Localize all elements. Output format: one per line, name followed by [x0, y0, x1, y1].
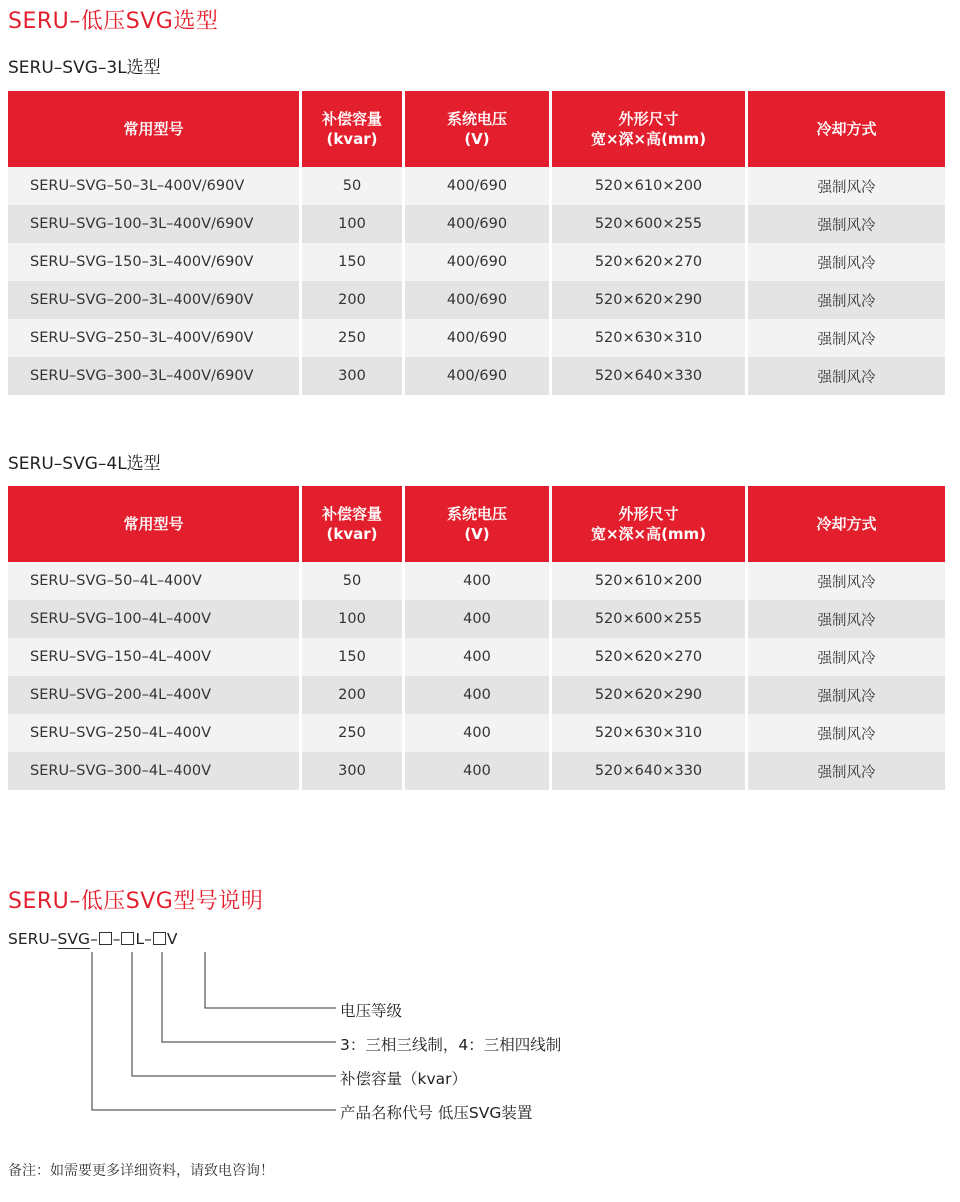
cell-cooling: 强制风冷 [748, 562, 945, 600]
cell-dimensions: 520×610×200 [552, 167, 745, 205]
cell-cooling: 强制风冷 [748, 281, 945, 319]
code-dash: – [112, 930, 121, 948]
phase-placeholder-box [121, 932, 134, 945]
page-title: SERU–低压SVG选型 [8, 9, 219, 34]
cell-dimensions: 520×640×330 [552, 357, 745, 395]
table-row [8, 600, 945, 638]
cell-dimensions: 520×630×310 [552, 319, 745, 357]
leader-line-voltage [205, 952, 336, 1008]
code-dash: – [89, 930, 98, 948]
capacity-placeholder-box [99, 932, 112, 945]
legend-product-code: 产品名称代号 低压SVG装置 [340, 1104, 533, 1122]
legend-voltage-level: 电压等级 [340, 1002, 403, 1020]
cell-voltage: 400/690 [405, 243, 549, 281]
footnote: 备注：如需要更多详细资料，请致电咨询！ [8, 1163, 274, 1179]
voltage-placeholder-box [153, 932, 166, 945]
cell-capacity: 200 [302, 281, 402, 319]
cell-dimensions: 520×610×200 [552, 562, 745, 600]
cell-capacity: 300 [302, 752, 402, 790]
cell-capacity: 150 [302, 243, 402, 281]
header-capacity: 补偿容量 (kvar) [302, 91, 402, 167]
table-header-row [8, 91, 945, 167]
header-voltage: 系统电压 (V) [405, 486, 549, 562]
cell-cooling: 强制风冷 [748, 676, 945, 714]
cell-cooling: 强制风冷 [748, 319, 945, 357]
cell-model: SERU–SVG–50–3L–400V/690V [8, 167, 299, 205]
header-cooling: 冷却方式 [748, 486, 945, 562]
cell-capacity: 100 [302, 600, 402, 638]
table-row [8, 638, 945, 676]
cell-dimensions: 520×620×270 [552, 243, 745, 281]
cell-dimensions: 520×600×255 [552, 205, 745, 243]
table-4l-title: SERU–SVG–4L选型 [8, 454, 161, 474]
cell-voltage: 400 [405, 562, 549, 600]
cell-cooling: 强制风冷 [748, 357, 945, 395]
cell-cooling: 强制风冷 [748, 638, 945, 676]
cell-cooling: 强制风冷 [748, 714, 945, 752]
cell-cooling: 强制风冷 [748, 205, 945, 243]
table-row [8, 167, 945, 205]
header-model: 常用型号 [8, 91, 299, 167]
cell-capacity: 100 [302, 205, 402, 243]
code-prefix: SERU– [8, 930, 58, 948]
header-voltage: 系统电压 (V) [405, 91, 549, 167]
code-svg: SVG [57, 930, 90, 948]
cell-voltage: 400 [405, 714, 549, 752]
cell-model: SERU–SVG–300–4L–400V [8, 752, 299, 790]
cell-cooling: 强制风冷 [748, 752, 945, 790]
cell-model: SERU–SVG–250–4L–400V [8, 714, 299, 752]
cell-cooling: 强制风冷 [748, 167, 945, 205]
header-dimensions: 外形尺寸 宽×深×高(mm) [552, 486, 745, 562]
cell-voltage: 400/690 [405, 205, 549, 243]
cell-model: SERU–SVG–200–3L–400V/690V [8, 281, 299, 319]
cell-voltage: 400 [405, 638, 549, 676]
cell-dimensions: 520×640×330 [552, 752, 745, 790]
cell-voltage: 400/690 [405, 357, 549, 395]
cell-dimensions: 520×620×290 [552, 676, 745, 714]
cell-cooling: 强制风冷 [748, 600, 945, 638]
cell-capacity: 50 [302, 167, 402, 205]
cell-model: SERU–SVG–200–4L–400V [8, 676, 299, 714]
legend-capacity: 补偿容量（kvar） [340, 1070, 468, 1088]
table-row [8, 319, 945, 357]
cell-model: SERU–SVG–50–4L–400V [8, 562, 299, 600]
legend-phase-system: 3：三相三线制，4：三相四线制 [340, 1036, 562, 1054]
leader-line-product [92, 952, 336, 1110]
cell-model: SERU–SVG–100–4L–400V [8, 600, 299, 638]
header-capacity: 补偿容量 (kvar) [302, 486, 402, 562]
cell-capacity: 50 [302, 562, 402, 600]
cell-dimensions: 520×600×255 [552, 600, 745, 638]
cell-model: SERU–SVG–100–3L–400V/690V [8, 205, 299, 243]
leader-line-capacity [132, 952, 336, 1076]
header-cooling: 冷却方式 [748, 91, 945, 167]
code-suffix: V [166, 930, 178, 948]
cell-capacity: 300 [302, 357, 402, 395]
cell-voltage: 400/690 [405, 167, 549, 205]
cell-capacity: 250 [302, 714, 402, 752]
table-3l-title: SERU–SVG–3L选型 [8, 58, 161, 78]
leader-line-phase [162, 952, 336, 1042]
cell-model: SERU–SVG–150–3L–400V/690V [8, 243, 299, 281]
table-row [8, 281, 945, 319]
cell-capacity: 250 [302, 319, 402, 357]
code-l-part: L– [135, 930, 152, 948]
table-4l [5, 486, 948, 790]
cell-voltage: 400/690 [405, 319, 549, 357]
table-row [8, 205, 945, 243]
cell-voltage: 400 [405, 600, 549, 638]
header-model: 常用型号 [8, 486, 299, 562]
cell-capacity: 150 [302, 638, 402, 676]
table-row [8, 357, 945, 395]
cell-cooling: 强制风冷 [748, 243, 945, 281]
model-explanation-title: SERU–低压SVG型号说明 [8, 889, 264, 914]
table-row [8, 562, 945, 600]
cell-voltage: 400/690 [405, 281, 549, 319]
table-row [8, 714, 945, 752]
cell-dimensions: 520×620×270 [552, 638, 745, 676]
cell-capacity: 200 [302, 676, 402, 714]
cell-dimensions: 520×630×310 [552, 714, 745, 752]
table-header-row [8, 486, 945, 562]
cell-dimensions: 520×620×290 [552, 281, 745, 319]
table-row [8, 243, 945, 281]
cell-model: SERU–SVG–250–3L–400V/690V [8, 319, 299, 357]
cell-voltage: 400 [405, 752, 549, 790]
cell-model: SERU–SVG–150–4L–400V [8, 638, 299, 676]
table-row [8, 676, 945, 714]
cell-model: SERU–SVG–300–3L–400V/690V [8, 357, 299, 395]
table-row [8, 752, 945, 790]
table-3l [5, 91, 948, 395]
header-dimensions: 外形尺寸 宽×深×高(mm) [552, 91, 745, 167]
cell-voltage: 400 [405, 676, 549, 714]
